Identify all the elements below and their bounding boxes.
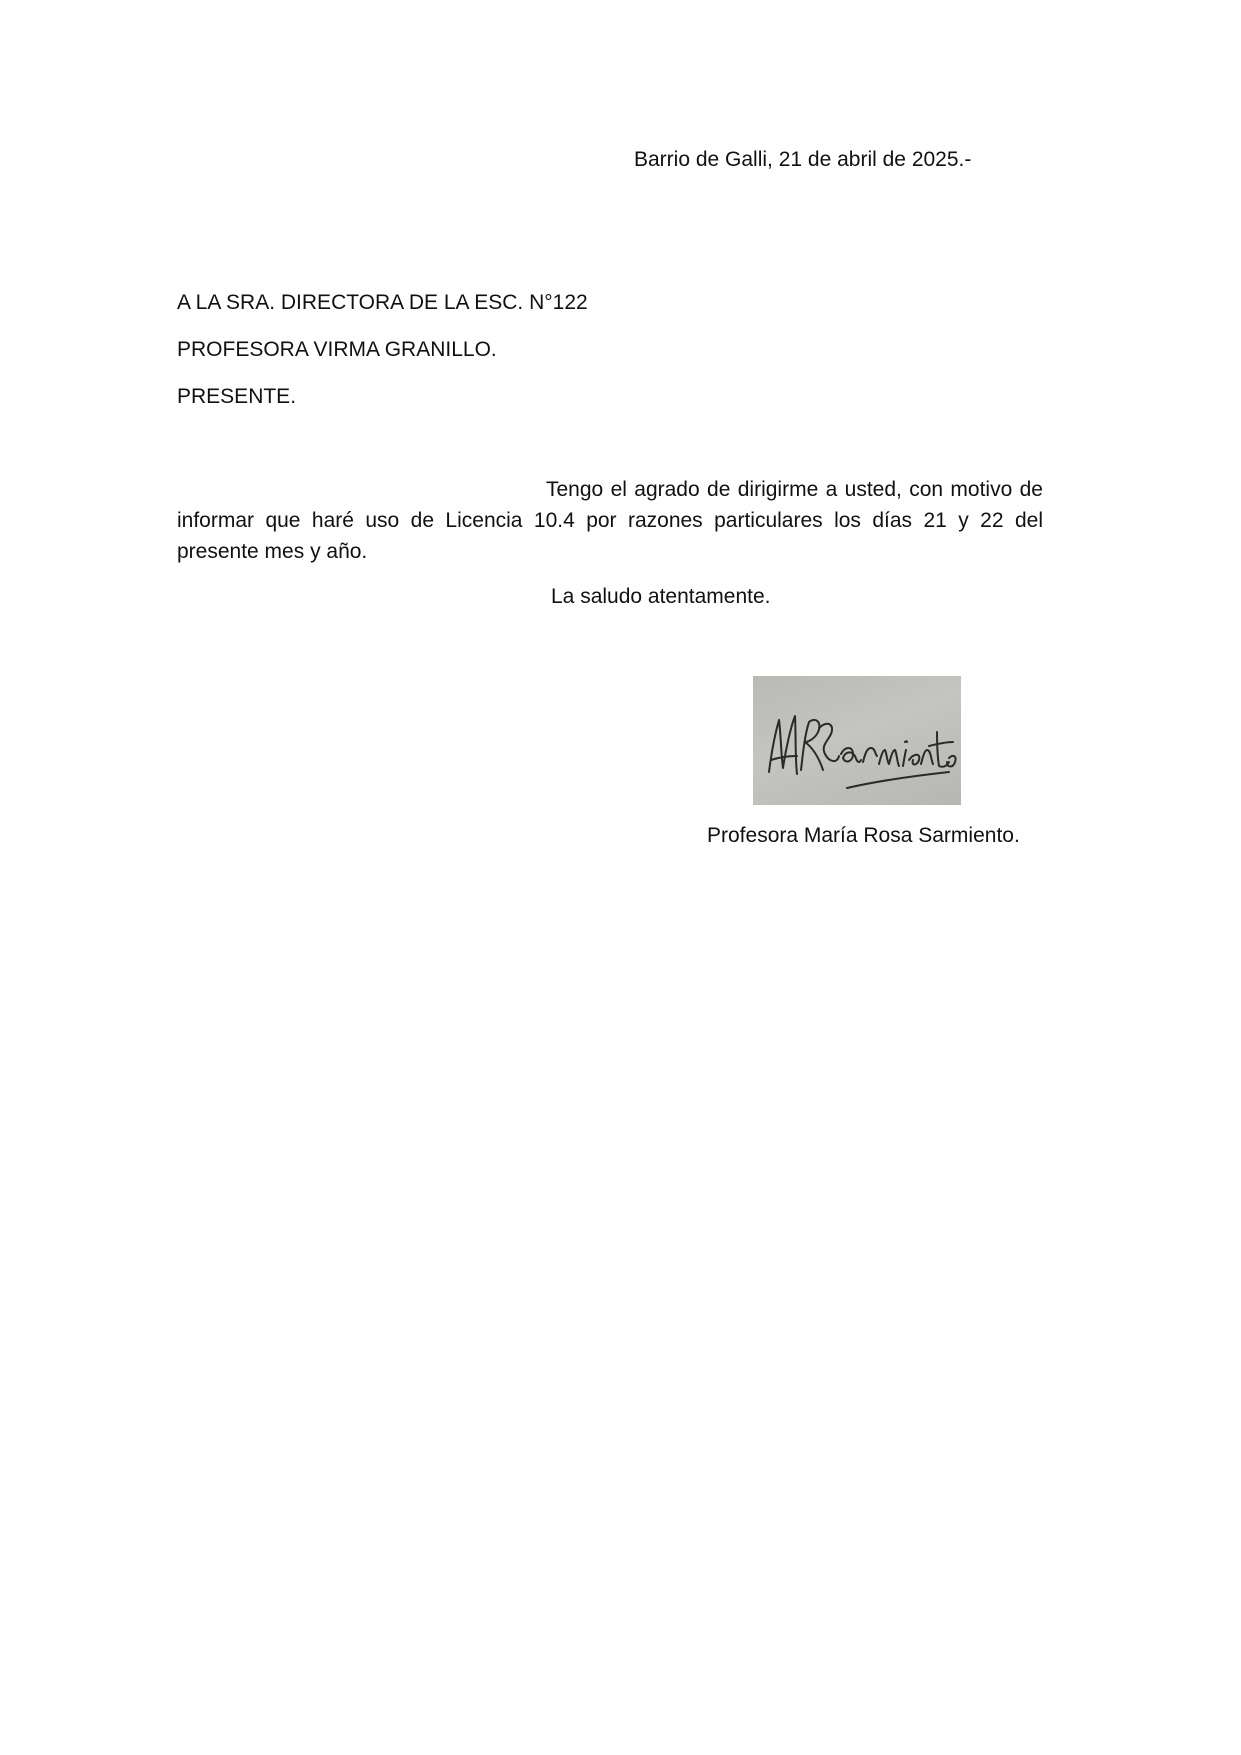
body-paragraph: Tengo el agrado de dirigirme a usted, con motivo de informar que haré uso de Licencia 10.4 por razones particulares los días 21 y 22 del presente mes y año. (177, 478, 1043, 563)
signature-image (753, 676, 961, 805)
signer-name: Profesora María Rosa Sarmiento. (707, 824, 1020, 847)
recipient-line-3: PRESENTE. (177, 385, 297, 408)
date-line: Barrio de Galli, 21 de abril de 2025.- (634, 148, 972, 171)
recipient-line-2: PROFESORA VIRMA GRANILLO. (177, 338, 497, 361)
recipient-line-1: A LA SRA. DIRECTORA DE LA ESC. N°122 (177, 291, 588, 314)
signature-scribble (753, 676, 961, 805)
closing-line: La saludo atentamente. (551, 585, 771, 608)
